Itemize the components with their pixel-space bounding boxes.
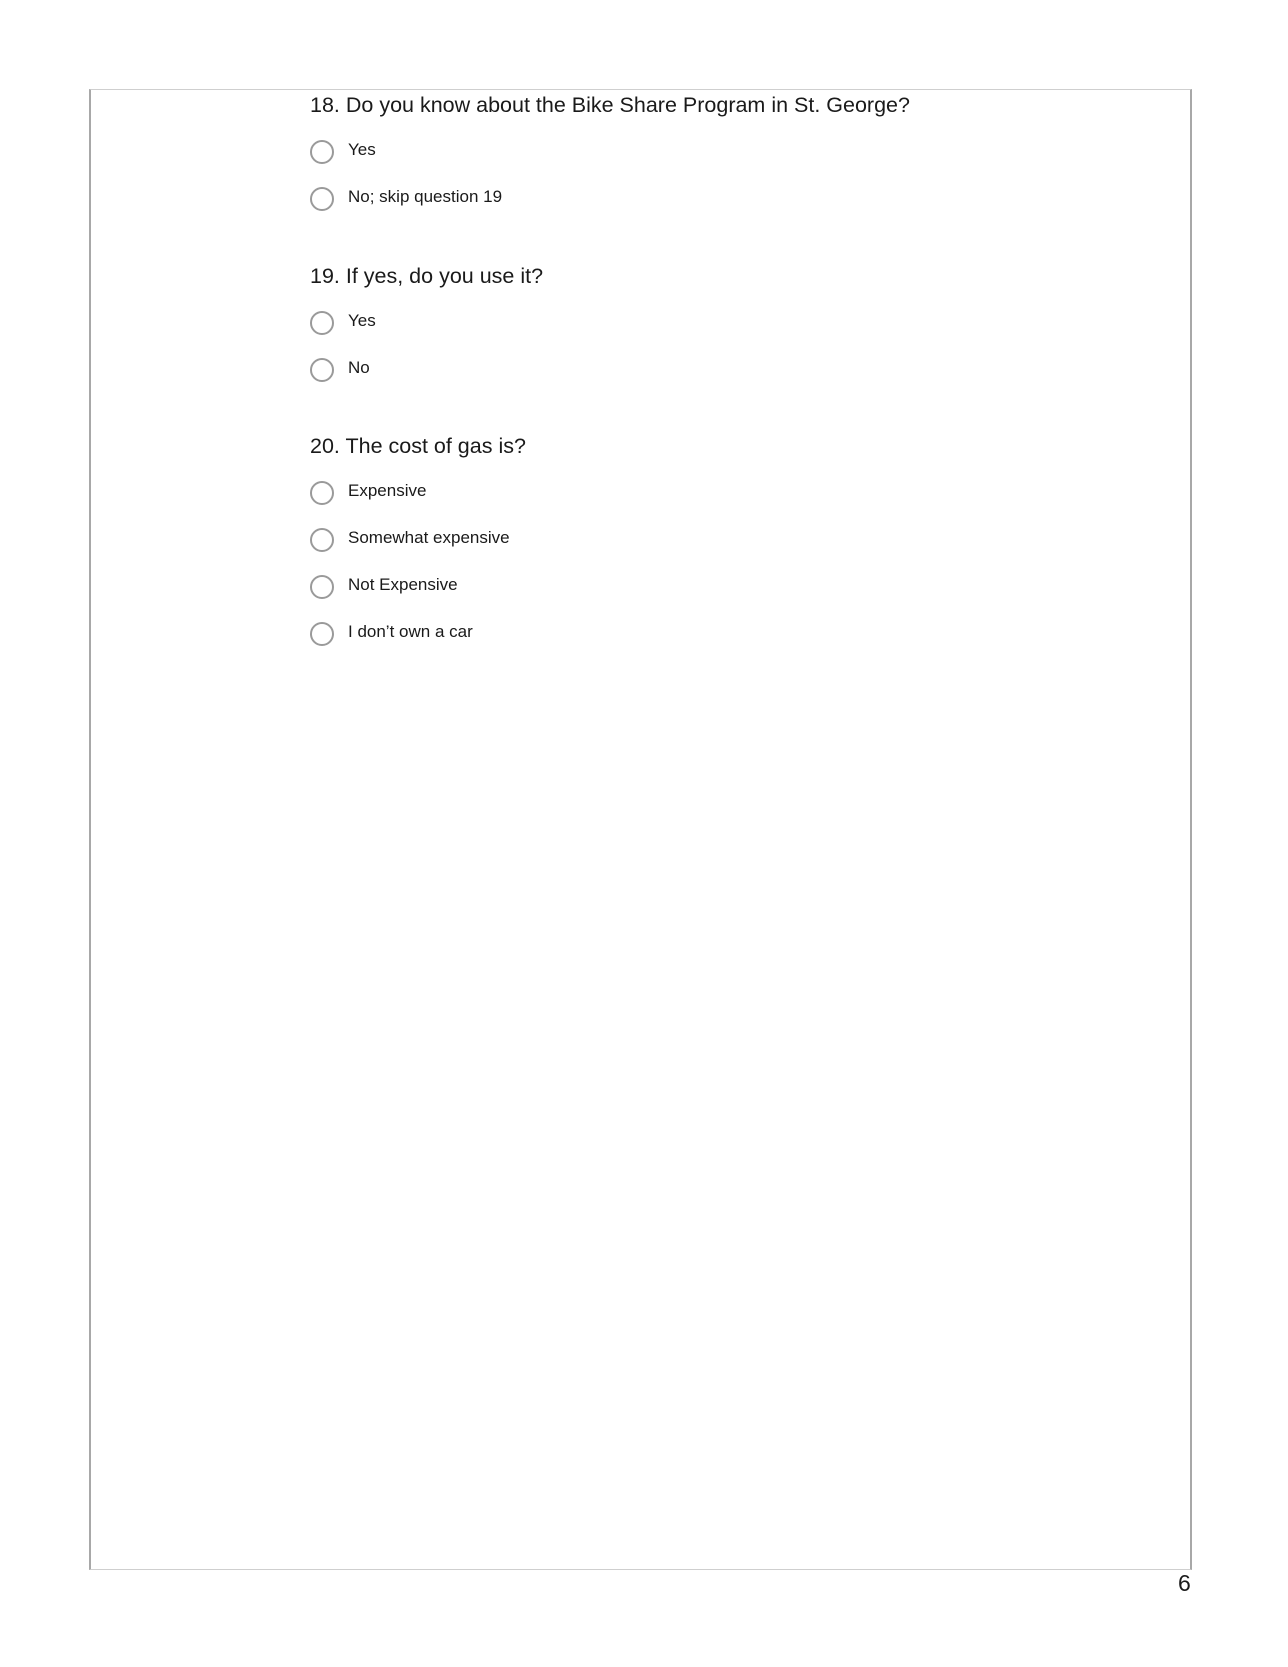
option-expensive[interactable] xyxy=(310,469,526,516)
page-number: 6 xyxy=(1178,1570,1191,1596)
question-20 xyxy=(310,433,526,657)
option-no-car[interactable] xyxy=(310,610,526,657)
option-no-skip[interactable] xyxy=(310,175,910,222)
question-title: 18. Do you know about the Bike Share Program in St. George? xyxy=(310,93,910,117)
option-label: Yes xyxy=(348,139,376,159)
radio-button[interactable] xyxy=(310,528,334,552)
page-frame xyxy=(89,89,1192,1570)
radio-button[interactable] xyxy=(310,358,334,382)
question-title: 20. The cost of gas is? xyxy=(310,434,526,458)
option-label: No xyxy=(348,357,370,377)
option-yes[interactable] xyxy=(310,299,543,346)
option-label: Somewhat expensive xyxy=(348,527,510,547)
option-not-expensive[interactable] xyxy=(310,563,526,610)
radio-button[interactable] xyxy=(310,481,334,505)
option-label: I don’t own a car xyxy=(348,621,473,641)
radio-button[interactable] xyxy=(310,575,334,599)
option-somewhat-expensive[interactable] xyxy=(310,516,526,563)
radio-button[interactable] xyxy=(310,140,334,164)
option-no[interactable] xyxy=(310,346,543,393)
option-label: No; skip question 19 xyxy=(348,186,503,206)
option-label: Expensive xyxy=(348,480,427,500)
option-label: Not Expensive xyxy=(348,574,458,594)
option-label: Yes xyxy=(348,310,376,330)
radio-button[interactable] xyxy=(310,311,334,335)
radio-button[interactable] xyxy=(310,622,334,646)
option-yes[interactable] xyxy=(310,128,910,175)
question-title: 19. If yes, do you use it? xyxy=(310,264,544,288)
question-18 xyxy=(310,92,910,222)
question-19 xyxy=(310,263,543,393)
radio-button[interactable] xyxy=(310,187,334,211)
